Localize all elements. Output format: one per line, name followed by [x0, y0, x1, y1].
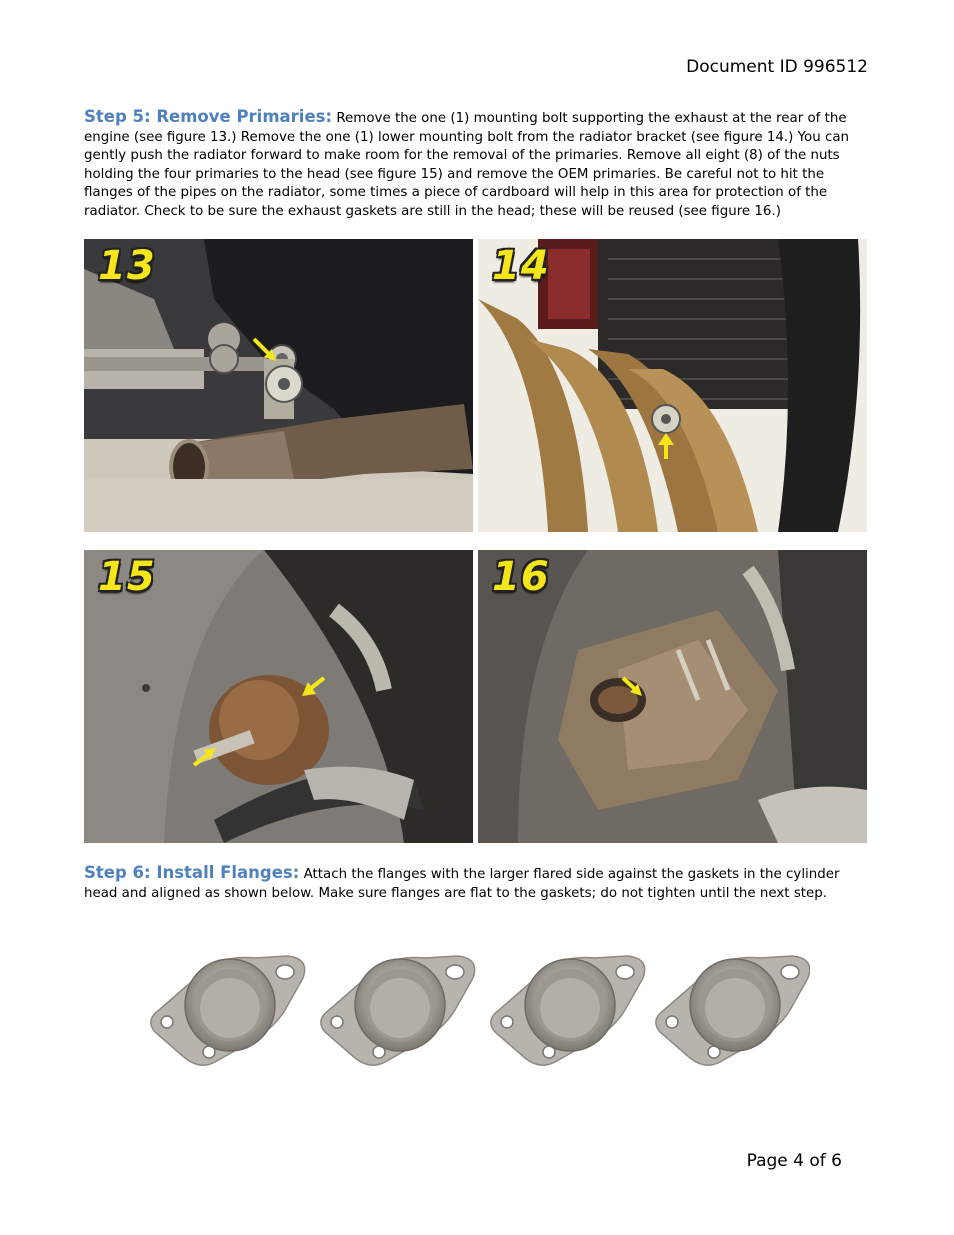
flanges-photo — [145, 950, 810, 1075]
step-6-body: Attach the flanges with the larger flared side against the gaskets in the cylinder head and aligned as shown below. Make sure flanges are flat to the gaskets; do not tighten until the next step. — [84, 867, 840, 901]
figure-14-label: 14 — [492, 243, 550, 289]
figure-13-label: 13 — [98, 243, 156, 289]
figure-13-photo — [84, 239, 473, 532]
step-5-heading: Step 5: Remove Primaries: — [84, 107, 333, 126]
document-id: Document ID 996512 — [686, 57, 868, 77]
figure-14-photo — [478, 239, 867, 532]
figure-15-photo — [84, 550, 473, 843]
figure-16-photo — [478, 550, 867, 843]
step-6-heading: Step 6: Install Flanges: — [84, 863, 300, 882]
step-5-paragraph — [84, 108, 868, 222]
figure-15-label: 15 — [98, 554, 156, 600]
step-6-paragraph — [84, 864, 868, 903]
page-number: Page 4 of 6 — [746, 1151, 842, 1171]
figure-16-label: 16 — [492, 554, 550, 600]
step-5-body: Remove the one (1) mounting bolt supporting the exhaust at the rear of the engine (see figure 13.) Remove the one (1) lower mounting bolt from the radiator bracket (see figure 14.) You can gently push the radiator forward to make room for the removal of the primaries. Remove all eight (8) of the nuts holding the four primaries to the head (see figure 15) and remove the OEM primaries. Be careful not to hit the flanges of the pipes on the radiator, some times a piece of cardboard will help in this area for protection of the radiator. Check to be sure the exhaust gaskets are still in the head; these will be reused (see figure 16.) — [84, 111, 850, 219]
